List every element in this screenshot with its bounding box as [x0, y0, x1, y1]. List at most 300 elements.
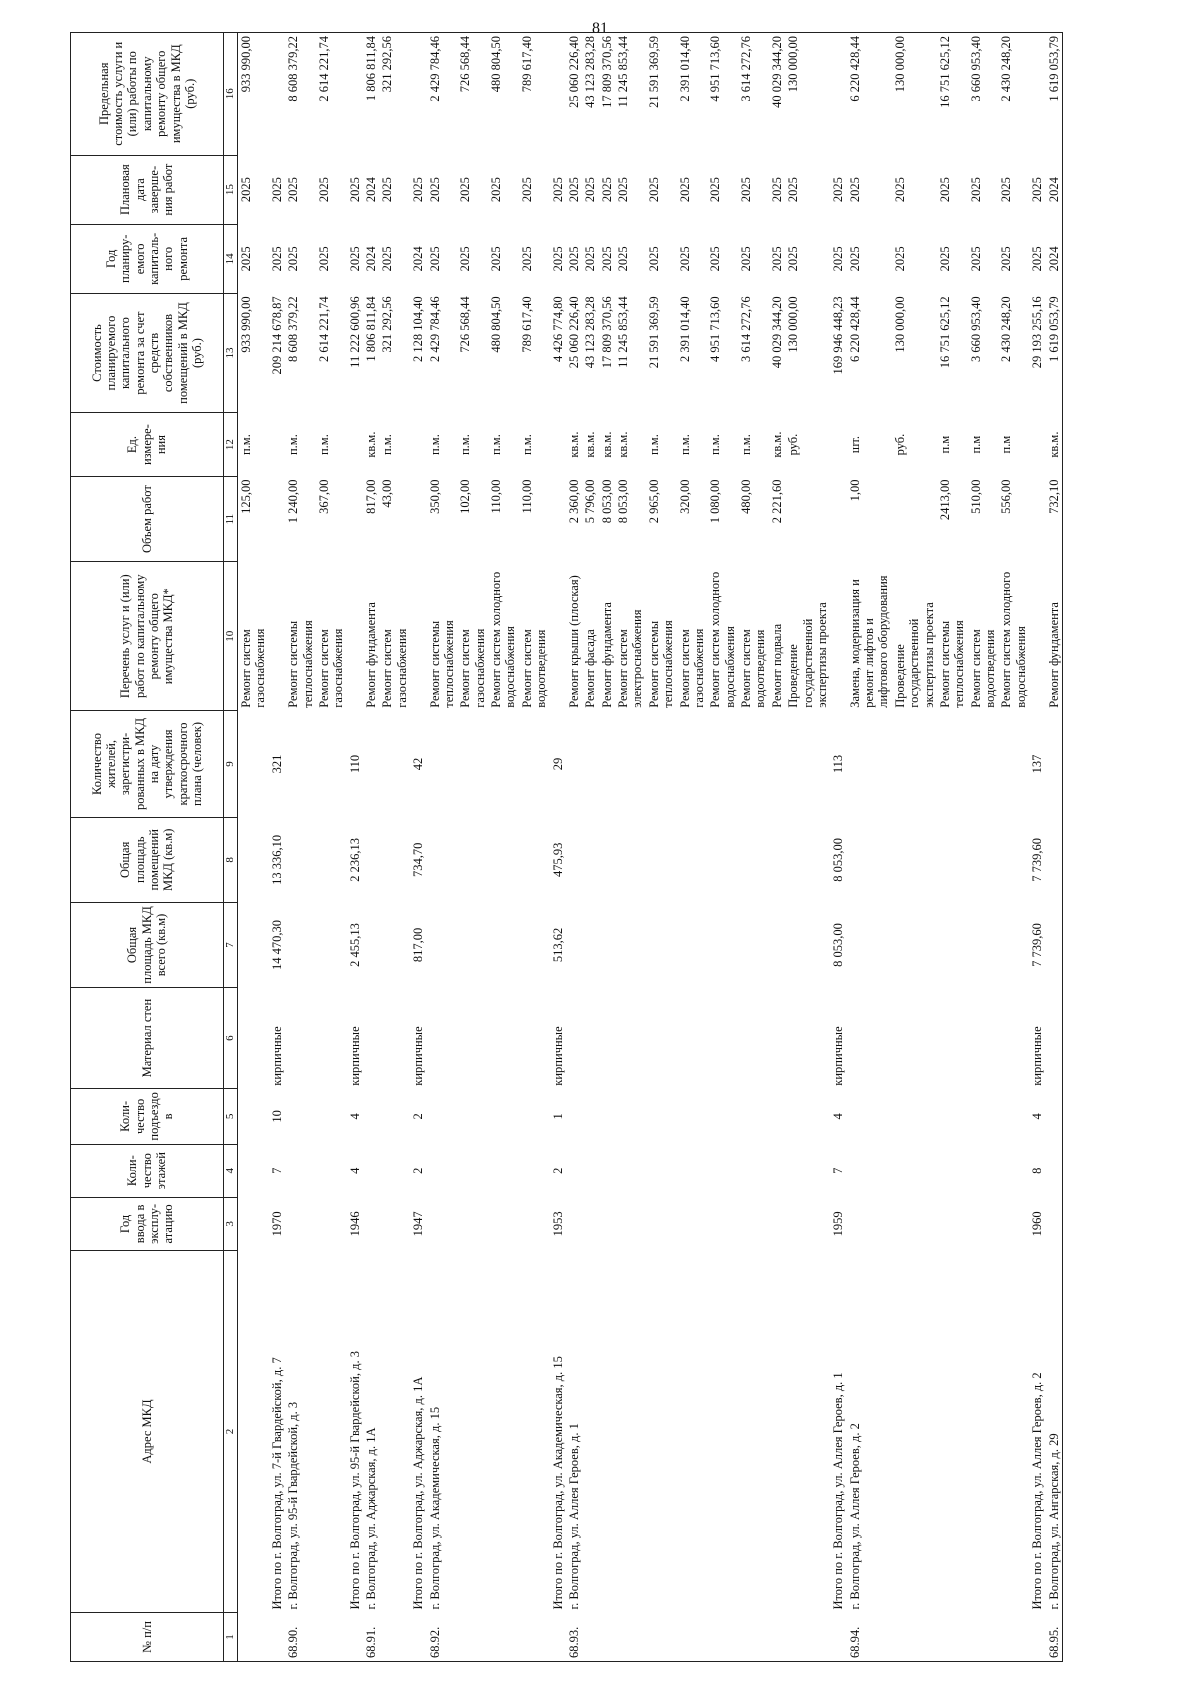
table-cell-c3: [457, 1197, 488, 1250]
table-cell-c10: Ремонт системы теплоснабжения: [937, 620, 967, 708]
table-cell-c8: [968, 817, 999, 902]
table-cell-c16: [1029, 33, 1045, 156]
column-number-3: 3: [224, 1197, 238, 1250]
table-cell-c11: 43,00: [380, 479, 395, 508]
table-cell-c8: [677, 817, 708, 902]
table-cell-c2: г. Волгоград, ул. Ангарская, д. 29: [1046, 1251, 1063, 1613]
column-number-8: 8: [224, 817, 238, 902]
table-cell-c7: [646, 902, 677, 987]
table-cell-c16: 11 245 853,44: [615, 33, 646, 156]
table-cell-c10: Замена, модернизация и ремонт лифтов и лифтового оборудования: [847, 575, 891, 708]
table-cell-c2: г. Волгоград, ул. Академическая, д. 15: [427, 1406, 442, 1610]
table-cell-c5: [285, 1089, 316, 1144]
table-cell-c16: 2 614 221,74: [316, 33, 347, 156]
table-cell-c1: [646, 1613, 677, 1662]
table-cell-c13: 1 806 811,84: [364, 296, 378, 362]
table-cell-c6: кирпичные: [347, 1026, 362, 1086]
table-cell-c13: 29 193 255,16: [1030, 296, 1045, 369]
table-cell-c4: 4: [347, 1167, 362, 1174]
table-cell-c13: 3 614 272,76: [739, 296, 753, 363]
table-cell-c5: [677, 1089, 708, 1144]
table-cell-c11: [550, 477, 566, 562]
table-cell-c1: [1029, 1613, 1045, 1662]
table-cell-c7: [379, 902, 410, 987]
table-cell-c2: г. Волгоград, ул. 95-й Гвардейской, д. 3: [286, 1401, 301, 1610]
table-row: [457, 33, 488, 1662]
table-cell-c7: 2 455,13: [347, 923, 362, 967]
table-cell-c8: 475,93: [550, 842, 565, 877]
table-cell-c8: [582, 817, 598, 902]
table-cell-c12: шт.: [847, 435, 862, 454]
table-cell-c3: 1959: [831, 1211, 846, 1237]
table-cell-c2: Итого по г. Волгоград, ул. 7-й Гвардейской, д. 7: [269, 1357, 284, 1610]
table-cell-c10: Ремонт систем холодного водоснабжения: [489, 571, 518, 708]
table-cell-c13: 11 245 853,44: [616, 296, 630, 368]
table-cell-c4: [847, 1144, 892, 1197]
table-cell-c11: 1 240,00: [286, 479, 301, 524]
table-cell-c6: [519, 988, 550, 1089]
table-cell-c6: [488, 988, 519, 1089]
table-cell-c1: [599, 1613, 615, 1662]
table-row: [550, 33, 566, 1662]
table-cell-c16: 3 660 953,40: [968, 33, 999, 156]
table-cell-c12: [347, 413, 363, 477]
table-cell-c16: 17 809 370,56: [599, 33, 615, 156]
table-cell-c16: 40 029 344,20: [769, 33, 785, 156]
table-cell-c5: [566, 1089, 582, 1144]
table-cell-c14: 2025: [519, 246, 534, 272]
table-row: [379, 33, 410, 1662]
table-cell-c8: [998, 817, 1029, 902]
table-cell-c5: [316, 1089, 347, 1144]
column-number-7: 7: [224, 902, 238, 987]
table-cell-c16: [550, 33, 566, 156]
table-cell-c4: [677, 1144, 708, 1197]
table-cell-c4: [968, 1144, 999, 1197]
table-cell-c11: 2413,00: [937, 479, 952, 521]
table-cell-c11: 556,00: [999, 479, 1014, 514]
table-cell-c8: [566, 817, 582, 902]
table-cell-c4: [707, 1144, 738, 1197]
table-cell-c13: 3 660 953,40: [968, 296, 983, 363]
table-cell-c9: 29: [550, 757, 565, 771]
table-cell-c16: 321 292,56: [379, 33, 410, 156]
table-cell-c10: [269, 562, 285, 711]
table-cell-c5: [769, 1089, 785, 1144]
column-number-10: 10: [224, 562, 238, 711]
table-cell-c14: 2025: [708, 246, 723, 272]
table-cell-c12: п.м.: [739, 434, 753, 456]
table-row: [488, 33, 519, 1662]
table-row: [285, 33, 316, 1662]
table-cell-c2: Итого по г. Волгоград, ул. Аллея Героев, д. 2: [1030, 1372, 1045, 1610]
table-cell-c12: п.м.: [286, 434, 301, 456]
table-cell-c16: 25 060 226,40: [566, 33, 582, 156]
table-cell-c7: [937, 902, 968, 987]
table-cell-c15: 2025: [677, 177, 692, 203]
table-cell-c15: 2025: [411, 177, 426, 203]
table-cell-c9: [488, 711, 519, 817]
table-cell-c15: 2025: [458, 177, 473, 203]
table-cell-c11: [1029, 477, 1045, 562]
table-cell-c7: [615, 902, 646, 987]
table-cell-c12: руб.: [786, 433, 801, 456]
table-cell-c13: 17 809 370,56: [599, 296, 614, 369]
table-cell-c11: 350,00: [427, 479, 442, 514]
table-row: [998, 33, 1029, 1662]
table-cell-c5: [238, 1089, 269, 1144]
table-cell-c3: [379, 1197, 410, 1250]
table-cell-c16: 933 990,00: [238, 33, 269, 156]
table-row: [347, 33, 363, 1662]
table-cell-c2: [769, 1251, 785, 1613]
table-cell-c9: [646, 711, 677, 817]
table-row: [646, 33, 677, 1662]
table-cell-c7: [316, 902, 347, 987]
table-cell-c9: [285, 711, 316, 817]
table-cell-c14: 2024: [1046, 224, 1063, 293]
table-cell-c14: 2025: [892, 246, 907, 272]
table-cell-c4: 2: [550, 1167, 565, 1174]
table-cell-c3: [427, 1197, 458, 1250]
table-cell-c2: Итого по г. Волгоград, ул. 95-й Гвардейской, д. 3: [347, 1351, 362, 1610]
table-cell-c3: [488, 1197, 519, 1250]
table-cell-c11: 2 965,00: [646, 479, 661, 524]
column-header-4: Коли-чество этажей: [71, 1144, 224, 1197]
table-cell-c10: [347, 562, 363, 711]
table-cell-c7: [847, 902, 892, 987]
table-cell-c15: 2025: [599, 177, 614, 203]
rotated-table-container: [70, 32, 1150, 1662]
table-cell-c5: 10: [269, 1110, 284, 1123]
table-cell-c16: 8 608 379,22: [285, 33, 316, 156]
table-cell-c1: [269, 1613, 285, 1662]
table-cell-c1: 68.90.: [285, 1613, 316, 1662]
column-header-6: Материал стен: [71, 988, 224, 1089]
table-cell-c14: 2025: [968, 246, 983, 272]
table-cell-c14: 2025: [937, 246, 952, 272]
table-cell-c3: [707, 1197, 738, 1250]
table-cell-c12: п.м.: [519, 434, 534, 456]
table-cell-c2: г. Волгоград, ул. Аджарская, д. 1А: [364, 1427, 378, 1610]
table-cell-c8: [615, 817, 646, 902]
table-cell-c14: 2025: [489, 246, 503, 272]
table-cell-c6: [599, 988, 615, 1089]
table-cell-c13: 789 617,40: [519, 296, 534, 353]
table-cell-c2: [379, 1251, 410, 1613]
table-cell-c12: п.м: [968, 435, 983, 454]
table-cell-c10: Ремонт системы теплоснабжения: [427, 620, 456, 708]
table-cell-c5: [457, 1089, 488, 1144]
table-cell-c10: [830, 562, 846, 711]
table-cell-c14: 2025: [769, 246, 784, 272]
table-cell-c16: 43 123 283,28: [582, 33, 598, 156]
table-row: [238, 33, 269, 1662]
table-cell-c5: [707, 1089, 738, 1144]
table-cell-c4: [238, 1144, 269, 1197]
table-cell-c3: [677, 1197, 708, 1250]
table-cell-c9: [599, 711, 615, 817]
table-cell-c3: [599, 1197, 615, 1250]
table-cell-c15: 2025: [286, 177, 301, 203]
table-cell-c12: п.м.: [646, 434, 661, 456]
table-cell-c3: [738, 1197, 769, 1250]
table-cell-c10: Ремонт систем водоотведения: [968, 629, 997, 708]
table-cell-c14: 2025: [599, 246, 614, 272]
table-cell-c13: 933 990,00: [239, 296, 253, 353]
table-cell-c8: [785, 817, 830, 902]
table-cell-c14: 2024: [364, 246, 378, 272]
table-cell-c15: 2025: [566, 177, 581, 203]
table-cell-c7: 817,00: [411, 927, 426, 963]
table-cell-c5: 4: [1030, 1113, 1045, 1120]
table-cell-c8: [285, 817, 316, 902]
table-cell-c15: 2025: [269, 177, 284, 203]
table-cell-c10: Ремонт фундамента: [1046, 562, 1063, 711]
table-cell-c10: Ремонт фасада: [583, 629, 598, 708]
table-cell-c6: [937, 988, 968, 1089]
table-cell-c16: [269, 33, 285, 156]
table-cell-c1: [968, 1613, 999, 1662]
table-cell-c3: [285, 1197, 316, 1250]
table-cell-c1: [937, 1613, 968, 1662]
table-cell-c10: Ремонт фундамента: [364, 602, 378, 708]
table-cell-c6: [582, 988, 598, 1089]
table-cell-c1: [615, 1613, 646, 1662]
column-header-3: Год ввода в эксплу-атацию: [71, 1197, 224, 1250]
table-cell-c1: 68.94.: [847, 1613, 892, 1662]
table-cell-c13: 130 000,00: [786, 296, 801, 353]
table-cell-c2: [998, 1251, 1029, 1613]
page-number: 81: [592, 20, 608, 37]
table-cell-c13: 16 751 625,12: [937, 296, 952, 369]
table-cell-c16: 1 806 811,84: [363, 33, 379, 156]
table-cell-c5: 4: [347, 1113, 362, 1120]
table-cell-c15: 2025: [937, 177, 952, 203]
table-body: [238, 33, 1063, 1662]
table-row: [566, 33, 582, 1662]
table-cell-c5: [785, 1089, 830, 1144]
table-cell-c1: 68.93.: [566, 1613, 582, 1662]
table-cell-c7: [968, 902, 999, 987]
table-cell-c14: 2025: [269, 246, 284, 272]
table-cell-c11: 732,10: [1046, 477, 1063, 562]
table-cell-c1: [830, 1613, 846, 1662]
table-cell-c4: [285, 1144, 316, 1197]
table-cell-c5: [488, 1089, 519, 1144]
table-row: [316, 33, 347, 1662]
column-header-5: Коли-чество подъездо в: [71, 1089, 224, 1144]
table-cell-c14: 2025: [616, 246, 630, 272]
table-cell-c16: 130 000,00: [892, 33, 937, 156]
column-header-9: Количество жителей, зарегистри-рованных в МКД на дату утверждения краткосрочного плана (человек): [71, 711, 224, 817]
table-cell-c11: 8 053,00: [616, 479, 630, 524]
table-cell-c4: [488, 1144, 519, 1197]
table-cell-c16: 789 617,40: [519, 33, 550, 156]
table-cell-c3: [316, 1197, 347, 1250]
column-header-13: Стоимость планируемого капитального ремонта за счет средств собственников помещений в МКД (руб.): [71, 293, 224, 412]
table-cell-c13: 169 946 448,23: [831, 296, 846, 375]
table-cell-c15: 2024: [364, 177, 378, 203]
table-cell-c4: [646, 1144, 677, 1197]
table-cell-c14: 2025: [831, 246, 846, 272]
table-cell-c10: [1029, 562, 1045, 711]
table-cell-c1: [519, 1613, 550, 1662]
table-cell-c2: Итого по г. Волгоград, ул. Академическая, д. 15: [550, 1356, 565, 1610]
table-cell-c3: 1947: [411, 1211, 426, 1237]
table-cell-c14: 2025: [239, 246, 253, 272]
table-cell-c6: кирпичные: [550, 1026, 565, 1086]
table-cell-c14: 2025: [646, 246, 661, 272]
table-cell-c13: 321 292,56: [380, 296, 395, 353]
table-cell-c2: [519, 1251, 550, 1613]
table-cell-c5: [646, 1089, 677, 1144]
table-cell-c15: 2025: [316, 177, 331, 203]
table-row: [1046, 33, 1063, 1662]
table-cell-c9: [566, 711, 582, 817]
table-cell-c8: [707, 817, 738, 902]
table-cell-c9: 110: [347, 754, 362, 774]
table-cell-c1: [582, 1613, 598, 1662]
table-cell-c10: Ремонт фундамента: [599, 602, 614, 708]
table-cell-c14: 2025: [458, 246, 473, 272]
table-cell-c15: 2025: [831, 177, 846, 203]
table-cell-c12: п.м: [999, 435, 1014, 454]
table-cell-c15: 2025: [646, 177, 661, 203]
table-cell-c9: 321: [269, 754, 284, 774]
column-header-1: № п/п: [71, 1613, 224, 1662]
table-cell-c11: 1 080,00: [708, 479, 723, 524]
table-cell-c1: [238, 1613, 269, 1662]
table-cell-c1: 68.95.: [1046, 1613, 1063, 1662]
table-cell-c7: 14 470,30: [269, 919, 284, 970]
table-cell-c10: Ремонт систем газоснабжения: [316, 628, 346, 708]
table-cell-c13: 2 128 104,40: [411, 296, 426, 363]
table-cell-c7: [457, 902, 488, 987]
table-cell-c2: Итого по г. Волгоград, ул. Аллея Героев, д. 1: [831, 1372, 846, 1610]
table-cell-c16: 3 614 272,76: [738, 33, 769, 156]
table-cell-c8: 2 236,13: [347, 837, 362, 882]
table-cell-c13: 2 614 221,74: [316, 296, 331, 363]
table-cell-c4: [316, 1144, 347, 1197]
table-cell-c2: [677, 1251, 708, 1613]
table-cell-c2: г. Волгоград, ул. Аллея Героев, д. 1: [566, 1423, 581, 1610]
table-cell-c9: [316, 711, 347, 817]
table-cell-c6: [892, 988, 937, 1089]
table-cell-c11: [830, 477, 846, 562]
table-cell-c8: [1046, 817, 1063, 902]
table-cell-c12: п.м.: [708, 434, 723, 456]
table-cell-c9: 42: [411, 757, 426, 771]
column-number-14: 14: [224, 224, 238, 293]
column-header-8: Общая площадь помещений МКД (кв.м): [71, 817, 224, 902]
table-cell-c15: 2025: [427, 177, 442, 203]
table-cell-c8: 8 053,00: [831, 837, 846, 882]
table-cell-c2: [316, 1251, 347, 1613]
table-cell-c13: 2 391 014,40: [677, 296, 692, 363]
table-cell-c9: [998, 711, 1029, 817]
table-cell-c9: [738, 711, 769, 817]
table-cell-c3: [769, 1197, 785, 1250]
table-cell-c7: [707, 902, 738, 987]
table-cell-c11: 1,00: [847, 479, 862, 502]
table-cell-c1: [677, 1613, 708, 1662]
table-cell-c14: 2025: [347, 246, 362, 272]
column-header-15: Плановая дата заверше-ния работ: [71, 155, 224, 224]
table-cell-c3: [1046, 1197, 1063, 1250]
table-cell-c12: п.м.: [316, 434, 331, 456]
table-cell-c3: [937, 1197, 968, 1250]
table-cell-c4: [1046, 1144, 1063, 1197]
table-cell-c3: 1970: [269, 1211, 284, 1237]
table-cell-c8: [379, 817, 410, 902]
table-cell-c8: [427, 817, 458, 902]
table-cell-c10: Ремонт крыши (плоская): [566, 575, 581, 708]
table-cell-c2: [707, 1251, 738, 1613]
table-cell-c14: 2025: [380, 246, 395, 272]
table-cell-c8: 7 739,60: [1030, 837, 1045, 882]
column-number-5: 5: [224, 1089, 238, 1144]
table-cell-c4: 2: [411, 1167, 426, 1174]
table-cell-c2: [785, 1251, 830, 1613]
table-cell-c16: [410, 33, 426, 156]
table-cell-c10: Ремонт систем газоснабжения: [380, 628, 409, 708]
table-cell-c16: 2 430 248,20: [998, 33, 1029, 156]
table-cell-c12: кв.м.: [616, 431, 630, 458]
table-cell-c5: [379, 1089, 410, 1144]
table-cell-c2: [582, 1251, 598, 1613]
table-cell-c12: [830, 413, 846, 477]
table-cell-c7: [238, 902, 269, 987]
table-cell-c14: 2025: [847, 246, 862, 272]
table-cell-c5: [968, 1089, 999, 1144]
table-cell-c4: [937, 1144, 968, 1197]
table-cell-c12: кв.м.: [566, 431, 581, 458]
table-row: [769, 33, 785, 1662]
table-cell-c5: [363, 1089, 379, 1144]
table-cell-c2: [238, 1251, 269, 1613]
table-cell-c9: [238, 711, 269, 817]
table-cell-c7: [785, 902, 830, 987]
table-cell-c1: [316, 1613, 347, 1662]
table-cell-c5: 2: [411, 1113, 426, 1120]
table-cell-c9: 137: [1030, 754, 1045, 774]
table-cell-c5: [847, 1089, 892, 1144]
table-cell-c14: 2025: [739, 246, 753, 272]
table-row: [677, 33, 708, 1662]
table-cell-c3: 1960: [1030, 1211, 1045, 1237]
table-cell-c1: [457, 1613, 488, 1662]
table-row: [269, 33, 285, 1662]
table-cell-c11: 817,00: [364, 479, 378, 514]
table-cell-c14: 2025: [677, 246, 692, 272]
table-cell-c11: 2 221,60: [769, 479, 784, 524]
table-row: [830, 33, 846, 1662]
table-cell-c1: [998, 1613, 1029, 1662]
table-cell-c6: кирпичные: [411, 1026, 426, 1086]
table-cell-c13: 130 000,00: [892, 296, 907, 353]
table-cell-c4: 7: [831, 1167, 846, 1174]
table-cell-c12: кв.м.: [1046, 413, 1063, 477]
table-cell-c16: [347, 33, 363, 156]
table-cell-c3: [785, 1197, 830, 1250]
column-number-12: 12: [224, 413, 238, 477]
table-cell-c15: 2025: [769, 177, 784, 203]
table-cell-c13: 6 220 428,44: [847, 296, 862, 363]
table-row: [968, 33, 999, 1662]
table-cell-c6: [677, 988, 708, 1089]
table-cell-c7: [1046, 902, 1063, 987]
